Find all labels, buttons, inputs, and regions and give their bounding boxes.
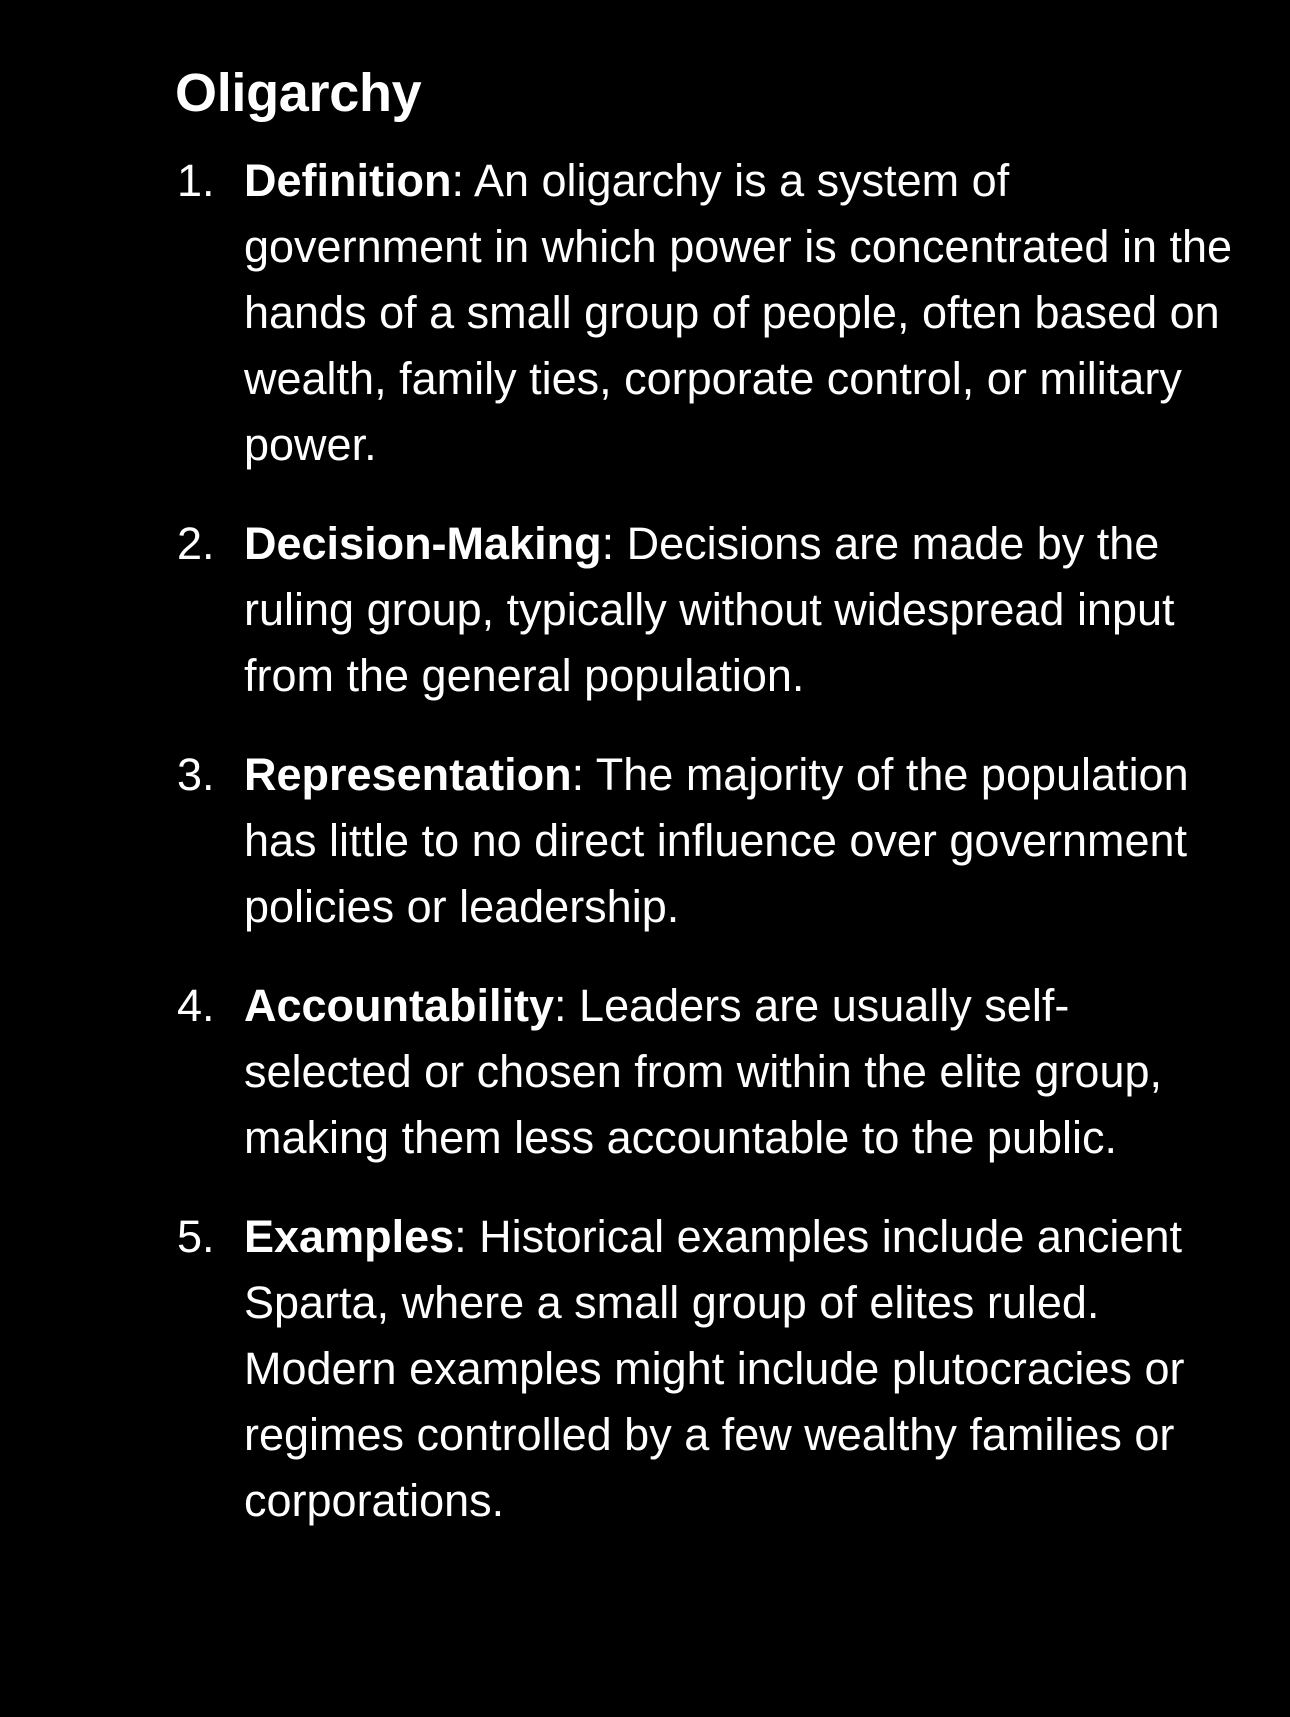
message-content: [175, 58, 1235, 1534]
list-item-number: 1.: [177, 155, 215, 206]
list-item-text: : Decisions are made by the ruling group, typically without widespread input from the general population.: [244, 518, 1175, 701]
list-item-term: Definition: [244, 155, 452, 206]
list-item-number: 3.: [177, 749, 215, 800]
list-item-term: Representation: [244, 749, 572, 800]
list-item-text: : An oligarchy is a system of government in which power is concentrated in the hands of a small group of people, often based on wealth, family ties, corporate control, or military power.: [244, 155, 1233, 470]
list-item-term: Examples: [244, 1211, 455, 1262]
list-item-number: 4.: [177, 980, 215, 1031]
list-item-definition: [175, 148, 1235, 478]
list-item-examples: [175, 1204, 1235, 1534]
list-item-text: : The majority of the population has little to no direct influence over government policies or leadership.: [244, 749, 1189, 932]
list-item-text: : Historical examples include ancient Sparta, where a small group of elites ruled. Modern examples might include plutocracies or regimes controlled by a few wealthy families or corporations.: [244, 1211, 1185, 1526]
list-item-decision-making: [175, 511, 1235, 709]
list-item-term: Decision-Making: [244, 518, 602, 569]
numbered-list: [175, 148, 1235, 1534]
list-item-number: 2.: [177, 518, 215, 569]
list-item-term: Accountability: [244, 980, 555, 1031]
list-item-representation: [175, 742, 1235, 940]
section-heading: Oligarchy: [175, 63, 422, 123]
list-item-accountability: [175, 973, 1235, 1171]
list-item-text: : Leaders are usually self-selected or chosen from within the elite group, making them less accountable to the public.: [244, 980, 1162, 1163]
list-item-number: 5.: [177, 1211, 215, 1262]
